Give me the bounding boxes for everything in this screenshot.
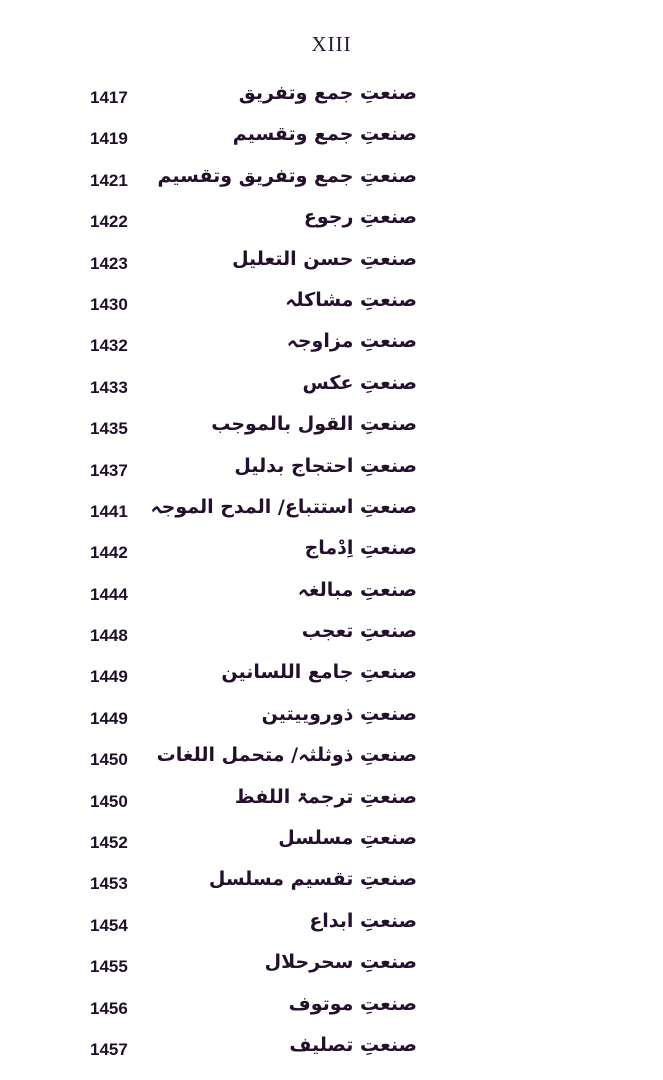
toc-entry — [0, 121, 663, 162]
toc-entry-page: 1457 — [90, 1039, 128, 1059]
toc-entry-page: 1421 — [90, 170, 128, 190]
toc-entry-title: صنعتِ ابداع — [309, 909, 417, 932]
toc-entry-page: 1455 — [90, 957, 128, 977]
toc-entry — [0, 618, 663, 659]
toc-entry — [0, 742, 663, 783]
toc-entry-page: 1449 — [90, 667, 128, 687]
toc-entry-title: صنعتِ مزاوجہ — [286, 330, 417, 353]
toc-entry-title: صنعتِ تعجب — [301, 620, 417, 643]
toc-entry — [0, 991, 663, 1032]
toc-entry — [0, 246, 663, 287]
toc-entry — [0, 204, 663, 245]
toc-entry-title: صنعتِ ذوروییتین — [261, 702, 417, 725]
page-number-header: XIII — [311, 32, 352, 56]
toc-entry — [0, 328, 663, 369]
toc-entry — [0, 949, 663, 990]
toc-entry — [0, 287, 663, 328]
toc-entry-page: 1441 — [90, 501, 128, 521]
toc-entry — [0, 908, 663, 949]
toc-entry — [0, 411, 663, 452]
toc-entry-title: صنعتِ ذوثلثہ/ متحمل اللغات — [156, 744, 417, 767]
toc-entry-page: 1417 — [90, 88, 128, 107]
toc-entry-page: 1450 — [90, 750, 128, 770]
toc-entry-title: صنعتِ جمع وتفریق وتقسیم — [157, 164, 417, 187]
toc-entry-page: 1430 — [90, 294, 128, 314]
toc-entry-page: 1433 — [90, 377, 128, 397]
toc-entry-page: 1419 — [90, 129, 128, 149]
toc-entry — [0, 1032, 663, 1073]
toc-entry — [0, 701, 663, 742]
toc-entry-page: 1435 — [90, 419, 128, 439]
toc-entry-title: صنعتِ مبالغہ — [297, 578, 417, 601]
toc-entry — [0, 784, 663, 825]
toc-entry — [0, 370, 663, 411]
toc-entry-title: صنعتِ ترجمۃ اللفظ — [234, 785, 417, 808]
toc-entry-page: 1450 — [90, 791, 128, 811]
toc-entry-page: 1452 — [90, 833, 128, 853]
toc-entry-title: صنعتِ استتباع/ المدح الموجہ — [150, 495, 417, 518]
toc-entry-page: 1456 — [90, 998, 128, 1018]
toc-entry-title: صنعتِ احتجاج بدلیل — [234, 454, 417, 477]
toc-entry — [0, 825, 663, 866]
toc-entry-title: صنعتِ تصلیف — [289, 1033, 417, 1056]
toc-entry — [0, 866, 663, 907]
toc-entry — [0, 163, 663, 204]
toc-entry — [0, 659, 663, 700]
toc-entry — [0, 535, 663, 576]
toc-entry-title: صنعتِ جمع وتفریق — [238, 82, 417, 104]
toc-entry-page: 1444 — [90, 584, 128, 604]
toc-entry-title: صنعتِ موتوف — [288, 992, 417, 1015]
toc-entry-page: 1454 — [90, 915, 128, 935]
toc-entry-page: 1432 — [90, 336, 128, 356]
toc-entry-title: صنعتِ القول بالموجب — [211, 413, 417, 436]
table-of-contents — [0, 80, 663, 1073]
toc-entry-page: 1453 — [90, 874, 128, 894]
toc-entry — [0, 577, 663, 618]
toc-entry-page: 1422 — [90, 212, 128, 232]
toc-entry-title: صنعتِ تقسیم مسلسل — [208, 868, 417, 891]
toc-entry-title: صنعتِ جامع اللسانین — [221, 661, 417, 684]
toc-entry-page: 1442 — [90, 543, 128, 563]
toc-entry-title: صنعتِ رجوع — [303, 206, 417, 229]
toc-entry — [0, 80, 663, 121]
toc-entry-title: صنعتِ سحرحلال — [264, 951, 417, 974]
toc-entry — [0, 453, 663, 494]
toc-entry — [0, 494, 663, 535]
toc-entry-title: صنعتِ مشاکلہ — [285, 288, 417, 311]
toc-entry-page: 1448 — [90, 626, 128, 646]
toc-entry-title: صنعتِ مسلسل — [278, 827, 417, 850]
toc-entry-page: 1423 — [90, 253, 128, 273]
toc-entry-page: 1449 — [90, 708, 128, 728]
toc-entry-title: صنعتِ عکس — [302, 371, 417, 394]
toc-entry-page: 1437 — [90, 460, 128, 480]
toc-entry-title: صنعتِ جمع وتقسیم — [232, 123, 417, 146]
toc-entry-title: صنعتِ اِدْماج — [304, 537, 417, 560]
toc-entry-title: صنعتِ حسن التعلیل — [232, 247, 417, 270]
